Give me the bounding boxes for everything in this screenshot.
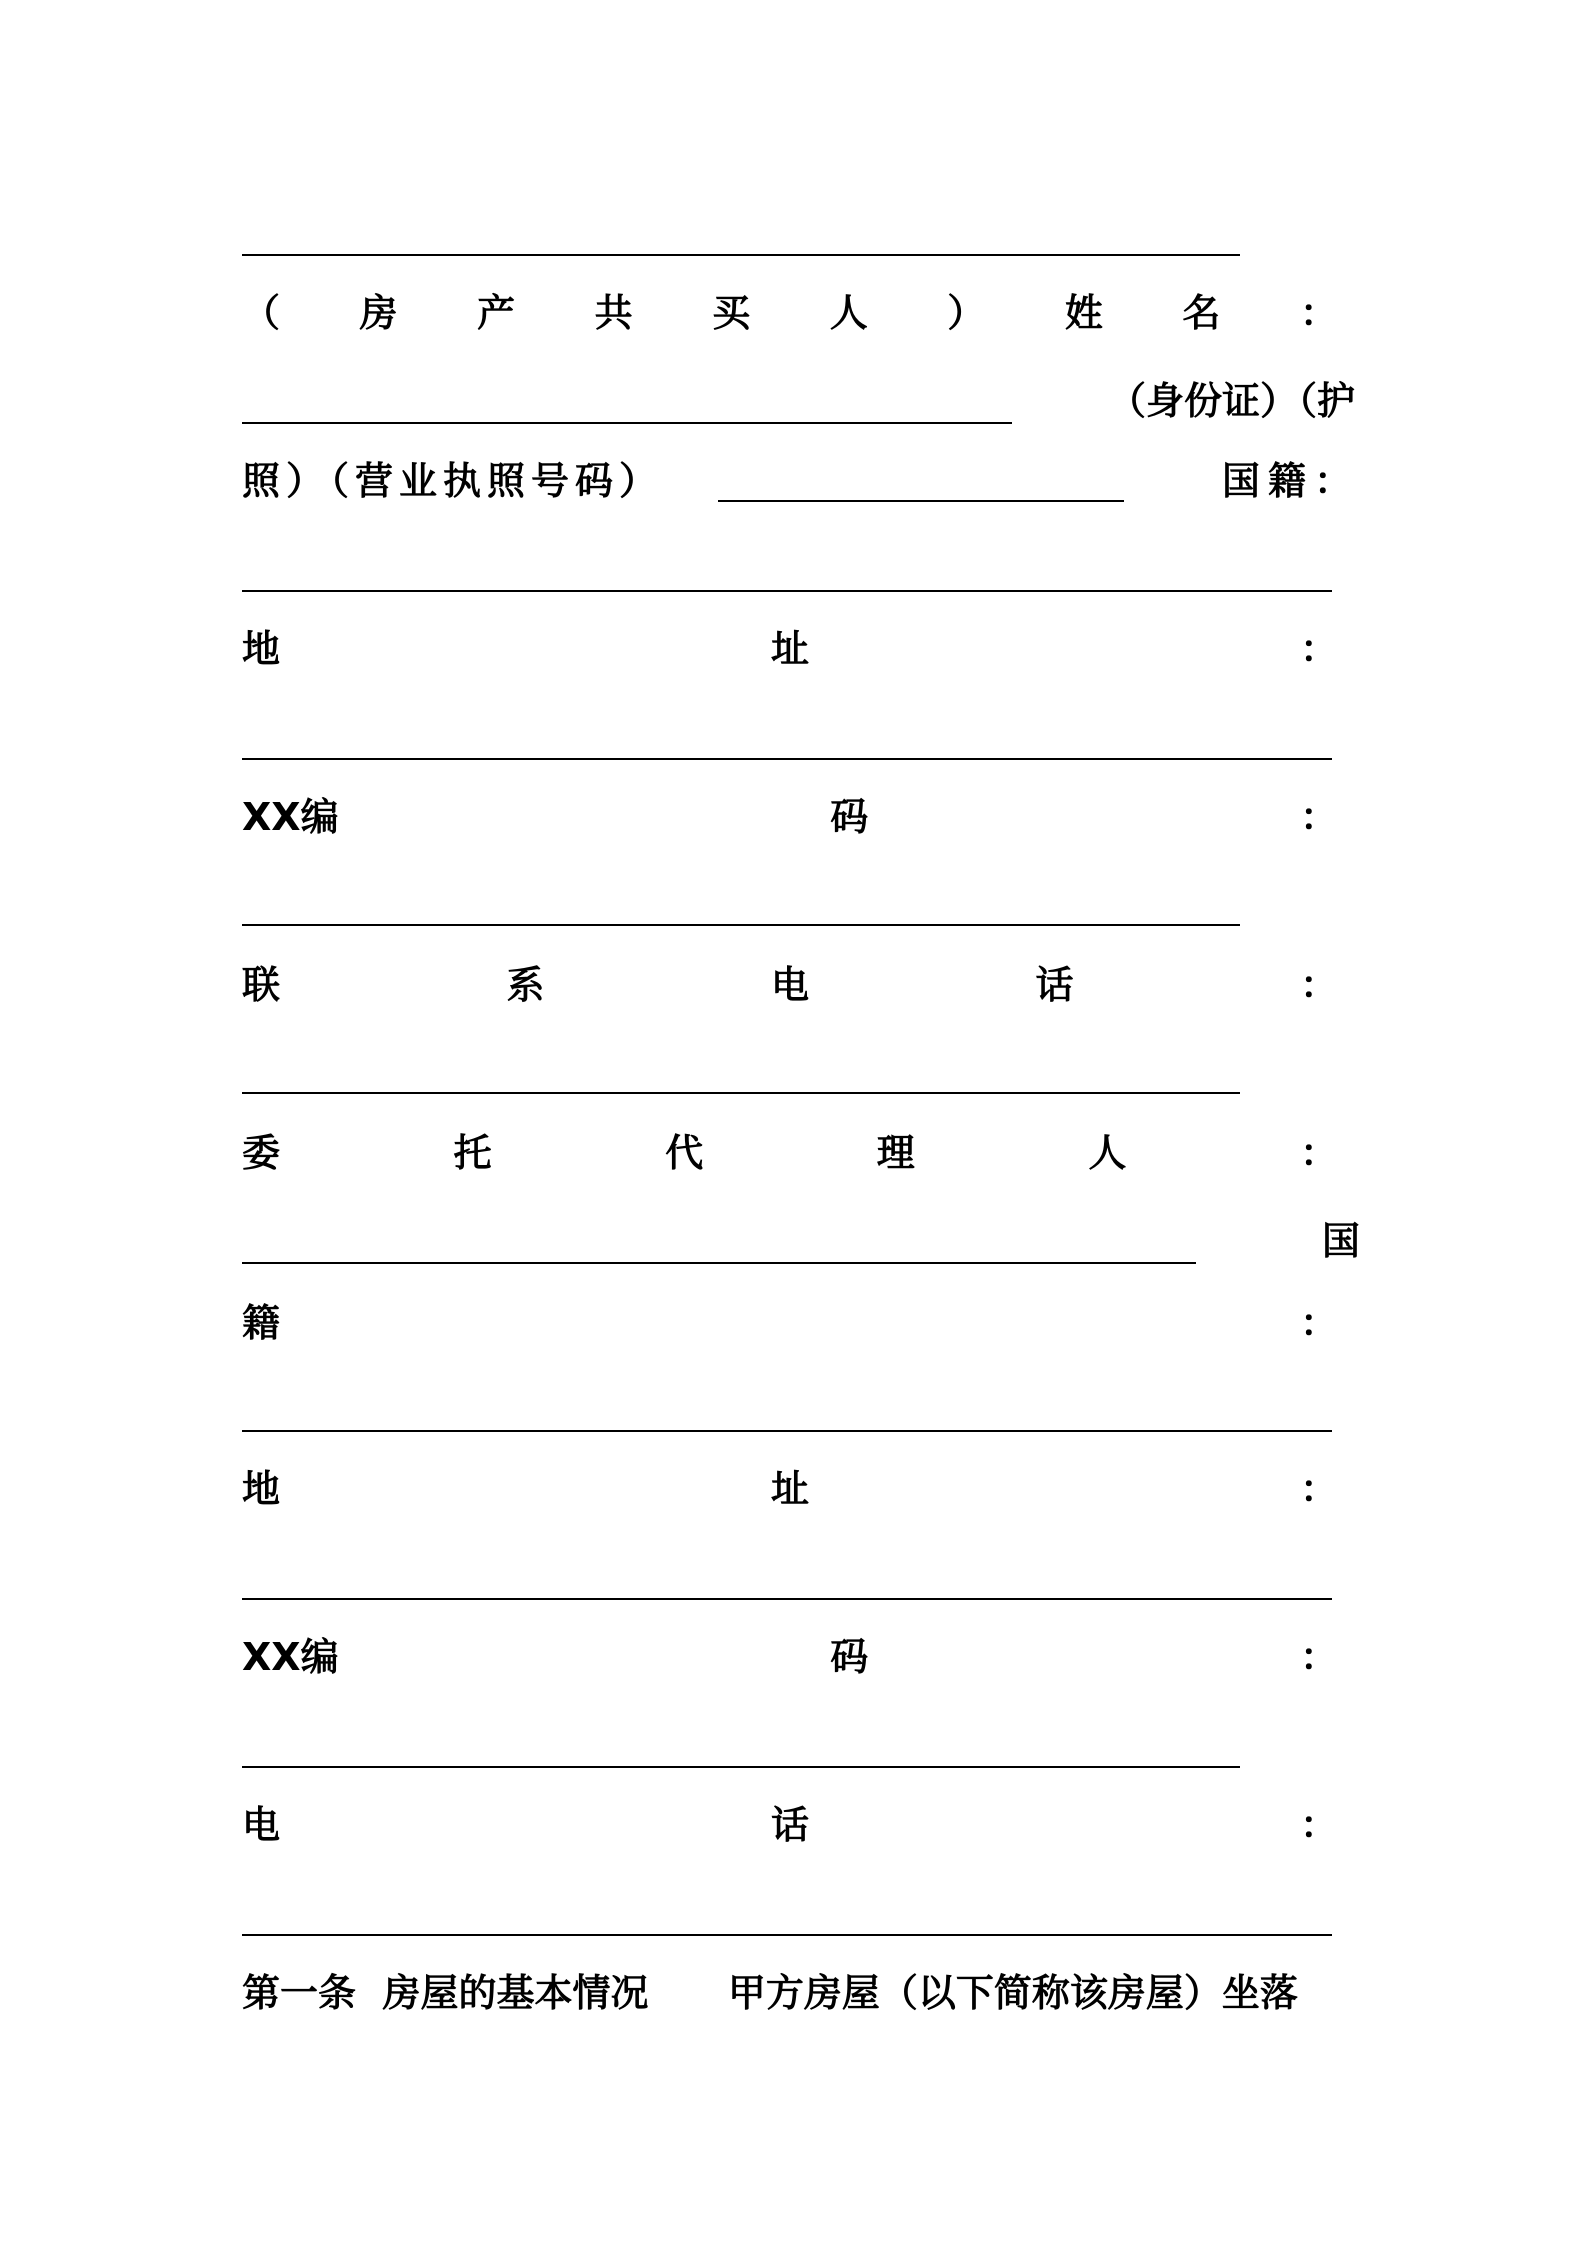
char: 电 — [242, 1803, 281, 1847]
char: ： — [1299, 963, 1338, 1007]
char: 码 — [830, 795, 869, 839]
char: ： — [1299, 627, 1338, 671]
agent-address-row — [242, 1466, 1338, 1512]
char: 买 — [712, 291, 751, 335]
char: ： — [1299, 1803, 1338, 1847]
char: ： — [1299, 1301, 1338, 1345]
blank-line-address — [242, 758, 1332, 760]
char: 委 — [242, 1131, 281, 1175]
char: 地 — [242, 1467, 281, 1511]
blank-line-agent — [242, 1262, 1196, 1264]
blank-line-agent-nationality — [242, 1430, 1332, 1432]
blank-line-nationality — [242, 590, 1332, 592]
nationality-label: 国籍： — [1222, 459, 1361, 503]
id-type-label: （身份证）（护 — [1108, 379, 1356, 423]
char: 人 — [1088, 1131, 1127, 1175]
blank-line-phone — [242, 1092, 1240, 1094]
blank-line-agent-address — [242, 1598, 1332, 1600]
agent-phone-row — [242, 1802, 1338, 1848]
char: 电 — [770, 963, 809, 1007]
char: 系 — [506, 963, 545, 1007]
char: 籍 — [242, 1301, 281, 1345]
char: ： — [1299, 1467, 1338, 1511]
article-1-heading: 第一条 房屋的基本情况 甲方房屋（以下简称该房屋）坐落 — [242, 1971, 1298, 2015]
char: 话 — [1035, 963, 1074, 1007]
char: 址 — [770, 627, 809, 671]
blank-line-name — [242, 422, 1012, 424]
agent-nationality-head: 国 — [1322, 1219, 1361, 1263]
blank-line-1 — [242, 254, 1240, 256]
char: 联 — [242, 963, 281, 1007]
id-type-label-cont: 照）（营业执照号码） — [242, 459, 664, 503]
char: 址 — [770, 1467, 809, 1511]
char: 人 — [829, 291, 868, 335]
char: 姓 — [1064, 291, 1103, 335]
char: 房 — [359, 291, 398, 335]
char: （ — [242, 291, 281, 335]
blank-line-id — [718, 500, 1124, 502]
agent-nationality-row — [242, 1300, 1338, 1346]
blank-line-postcode — [242, 924, 1240, 926]
char: 托 — [453, 1131, 492, 1175]
agent-postcode-row — [242, 1634, 1338, 1680]
address-row — [242, 626, 1338, 672]
char: ： — [1299, 291, 1338, 335]
char: 名 — [1182, 291, 1221, 335]
agent-row — [242, 1130, 1338, 1176]
postcode-row — [242, 794, 1338, 840]
char: ： — [1299, 795, 1338, 839]
char: XX编 — [242, 795, 339, 839]
char: 代 — [665, 1131, 704, 1175]
char: 码 — [830, 1635, 869, 1679]
coowner-name-row — [242, 290, 1338, 336]
char: XX编 — [242, 1635, 339, 1679]
blank-line-agent-phone — [242, 1934, 1332, 1936]
char: 共 — [594, 291, 633, 335]
char: 地 — [242, 627, 281, 671]
blank-line-agent-postcode — [242, 1766, 1240, 1768]
phone-row — [242, 962, 1338, 1008]
char: ： — [1299, 1131, 1338, 1175]
char: 产 — [477, 291, 516, 335]
char: 理 — [876, 1131, 915, 1175]
char: ） — [947, 291, 986, 335]
char: ： — [1299, 1635, 1338, 1679]
char: 话 — [770, 1803, 809, 1847]
